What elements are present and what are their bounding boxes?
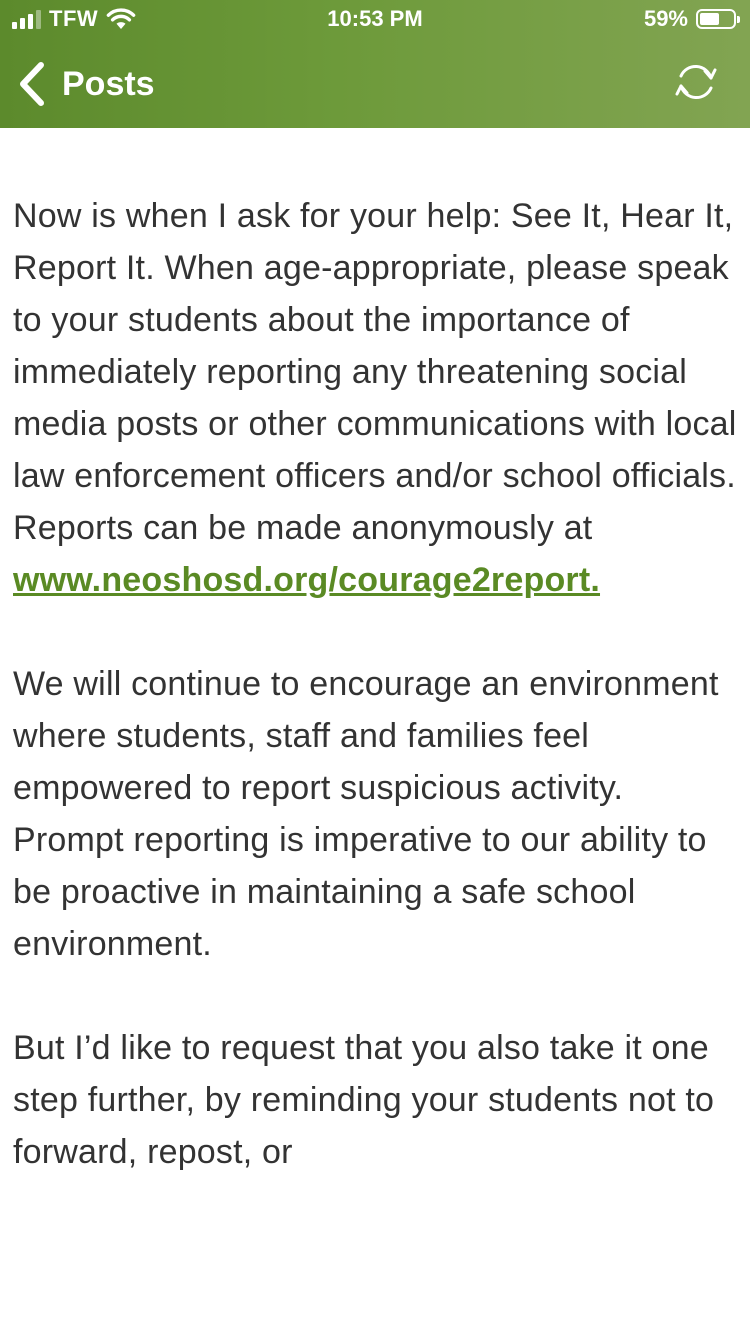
app-header <box>0 0 750 128</box>
post-paragraph-1-text: Now is when I ask for your help: See It, Hear It, Report It. When age-appropriate, please speak to your students about the importance of immediately reporting any threatening social media posts or other communications with local law enforcement officers and/or school officials. Reports can be made anonymously at <box>13 197 737 547</box>
status-bar <box>0 0 750 40</box>
post-paragraph-1 <box>13 190 741 606</box>
status-time: 10:53 PM <box>327 6 423 31</box>
back-button[interactable] <box>14 56 155 112</box>
back-button-label: Posts <box>62 64 155 103</box>
post-paragraph-2: We will continue to encourage an environment where students, staff and families feel empowered to report suspicious activity. Prompt reporting is imperative to our ability to be proactive in maintaining a safe school environment. <box>13 665 719 963</box>
carrier-name: TFW <box>49 6 99 31</box>
status-right <box>644 6 736 32</box>
refresh-icon[interactable] <box>672 58 720 106</box>
courage2report-link[interactable]: www.neoshosd.org/courage2report. <box>13 561 601 599</box>
battery-fill <box>700 13 719 25</box>
navigation-bar <box>0 48 750 120</box>
chevron-left-icon <box>14 60 48 108</box>
post-paragraph-3: But I’d like to request that you also take it one step further, by reminding your students not to forward, repost, or <box>13 1029 715 1171</box>
battery-icon <box>696 9 736 29</box>
battery-percent: 59% <box>643 6 688 31</box>
post-body <box>13 190 741 1230</box>
